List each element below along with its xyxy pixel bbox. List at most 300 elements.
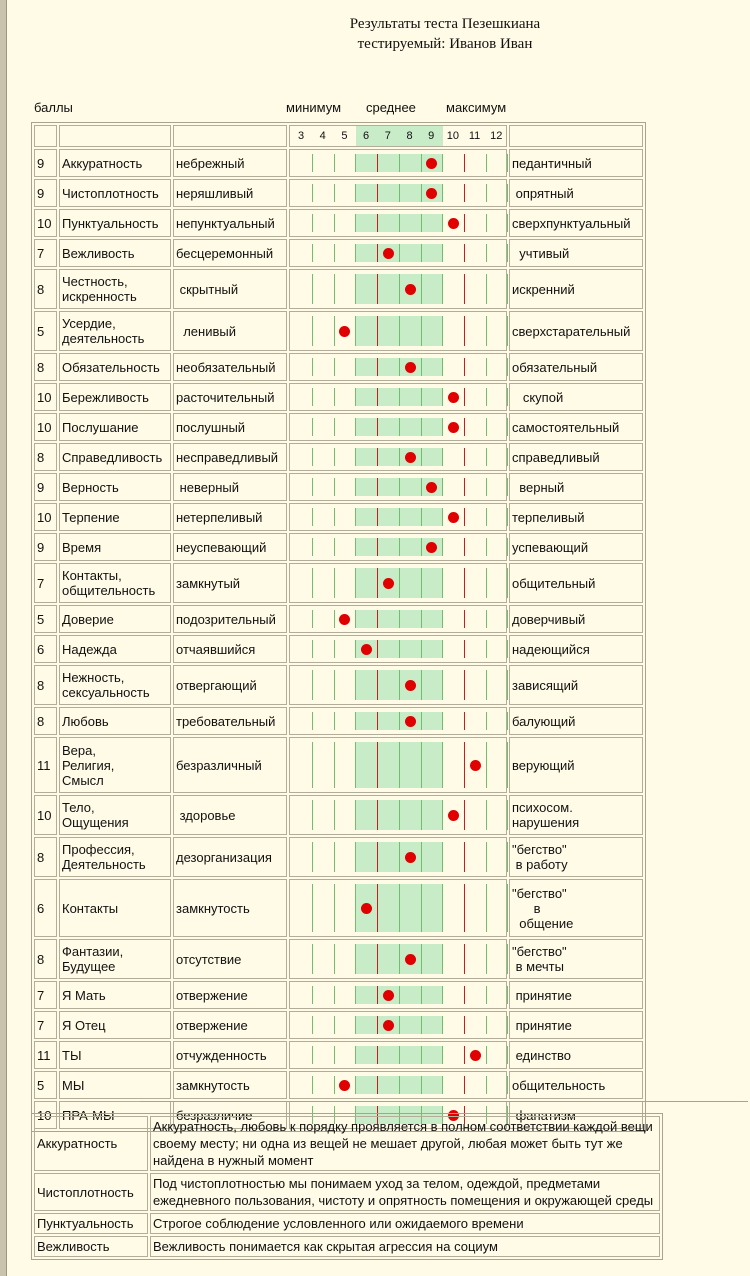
scale-gridline xyxy=(334,154,335,172)
low-pole-cell: замкнутый xyxy=(173,563,287,603)
scale-gridline xyxy=(334,538,335,556)
scale-gridline xyxy=(355,316,356,346)
score-marker xyxy=(383,990,394,1001)
low-pole-cell: замкнутость xyxy=(173,1071,287,1099)
scale-gridline xyxy=(486,640,487,658)
high-pole-cell: искренний xyxy=(509,269,643,309)
scale-gridline xyxy=(355,610,356,628)
scale-gridline xyxy=(464,670,465,700)
score-cell: 10 xyxy=(34,383,57,411)
scale-gridline xyxy=(399,184,400,202)
scale-header-row xyxy=(34,125,643,147)
scale-gridline xyxy=(312,640,313,658)
trait-name-cell: Обязательность xyxy=(59,353,171,381)
low-pole-cell: скрытный xyxy=(173,269,287,309)
header-empty-cell xyxy=(34,125,57,147)
scale-gridline xyxy=(442,884,443,932)
scale-gridline xyxy=(399,1046,400,1064)
scale-gridline xyxy=(486,1046,487,1064)
scale-cell xyxy=(289,981,507,1009)
scale-gridline xyxy=(507,610,508,628)
scale-cell xyxy=(289,605,507,633)
scale-gridline xyxy=(464,478,465,496)
low-pole-cell: безразличие xyxy=(173,1101,287,1129)
low-pole-cell: расточительный xyxy=(173,383,287,411)
score-cell: 11 xyxy=(34,1041,57,1069)
trait-name-cell: Честность, искренность xyxy=(59,269,171,309)
scale-gridline xyxy=(442,712,443,730)
points-header: баллы xyxy=(34,100,73,115)
scale-track xyxy=(290,838,506,876)
scale-gridline xyxy=(486,274,487,304)
scale-gridline xyxy=(334,800,335,830)
scale-cell xyxy=(289,149,507,177)
high-pole-cell: принятие xyxy=(509,1011,643,1039)
scale-track xyxy=(290,636,506,662)
description-row xyxy=(34,1213,660,1234)
trait-name-cell: ПРА-МЫ xyxy=(59,1101,171,1129)
table-row xyxy=(34,635,643,663)
table-row xyxy=(34,665,643,705)
scale-gridline xyxy=(399,1016,400,1034)
trait-name-cell: Послушание xyxy=(59,413,171,441)
descriptions-table xyxy=(31,1113,663,1260)
scale-track xyxy=(290,384,506,410)
scale-gridline xyxy=(442,358,443,376)
scale-gridline xyxy=(507,986,508,1004)
scale-gridline xyxy=(312,712,313,730)
scale-track xyxy=(290,1042,506,1068)
scale-gridline xyxy=(421,568,422,598)
scale-number: 5 xyxy=(341,130,348,142)
scale-gridline xyxy=(312,448,313,466)
scale-gridline xyxy=(334,478,335,496)
scale-gridline xyxy=(421,418,422,436)
low-pole-cell: послушный xyxy=(173,413,287,441)
score-cell: 9 xyxy=(34,473,57,501)
scale-track xyxy=(290,1072,506,1098)
scale-gridline xyxy=(377,478,378,496)
low-pole-cell: бесцеремонный xyxy=(173,239,287,267)
scale-gridline xyxy=(486,214,487,232)
scale-gridline xyxy=(421,1076,422,1094)
scale-gridline xyxy=(399,418,400,436)
scale-gridline xyxy=(334,670,335,700)
scale-gridline xyxy=(442,448,443,466)
scale-gridline xyxy=(377,842,378,872)
scale-gridline xyxy=(312,610,313,628)
scale-gridline xyxy=(377,538,378,556)
scale-gridline xyxy=(377,1046,378,1064)
scale-gridline xyxy=(486,742,487,788)
scale-gridline xyxy=(355,1046,356,1064)
scale-track xyxy=(290,606,506,632)
scale-cell xyxy=(289,269,507,309)
scale-gridline xyxy=(355,640,356,658)
scale-track xyxy=(290,354,506,380)
scale-gridline xyxy=(399,358,400,376)
scale-gridline xyxy=(464,358,465,376)
results-table-body xyxy=(34,125,643,1129)
scale-gridline xyxy=(377,448,378,466)
score-marker xyxy=(339,1080,350,1091)
scale-gridline xyxy=(442,508,443,526)
scale-track xyxy=(290,474,506,500)
scale-cell xyxy=(289,383,507,411)
high-pole-cell: опрятный xyxy=(509,179,643,207)
scale-gridline xyxy=(355,800,356,830)
scale-gridline xyxy=(312,316,313,346)
table-row xyxy=(34,563,643,603)
scale-cell xyxy=(289,473,507,501)
score-marker xyxy=(448,422,459,433)
scale-gridline xyxy=(399,478,400,496)
results-table xyxy=(31,122,646,1132)
score-cell: 9 xyxy=(34,149,57,177)
scale-gridline xyxy=(312,478,313,496)
table-row xyxy=(34,605,643,633)
scale-track xyxy=(290,210,506,236)
scale-gridline xyxy=(442,478,443,496)
scale-gridline xyxy=(486,568,487,598)
scale-gridline xyxy=(399,538,400,556)
header-empty-cell xyxy=(509,125,643,147)
scale-gridline xyxy=(399,568,400,598)
scale-gridline xyxy=(334,742,335,788)
trait-name-cell: Вежливость xyxy=(59,239,171,267)
low-pole-cell: необязательный xyxy=(173,353,287,381)
low-pole-cell: подозрительный xyxy=(173,605,287,633)
scale-cell xyxy=(289,239,507,267)
scale-gridline xyxy=(312,884,313,932)
description-text: Вежливость понимается как скрытая агрессия на социум xyxy=(150,1236,660,1257)
high-pole-cell: общительность xyxy=(509,1071,643,1099)
table-row xyxy=(34,533,643,561)
scale-gridline xyxy=(355,884,356,932)
scale-gridline xyxy=(334,508,335,526)
scale-track xyxy=(290,796,506,834)
score-cell: 10 xyxy=(34,413,57,441)
scale-gridline xyxy=(334,944,335,974)
scale-gridline xyxy=(486,244,487,262)
high-pole-cell: верующий xyxy=(509,737,643,793)
scale-gridline xyxy=(486,670,487,700)
high-pole-cell: "бегство" в мечты xyxy=(509,939,643,979)
score-marker xyxy=(339,326,350,337)
score-marker xyxy=(405,362,416,373)
high-pole-cell: обязательный xyxy=(509,353,643,381)
score-marker xyxy=(448,392,459,403)
scale-gridline xyxy=(507,388,508,406)
scale-gridline xyxy=(486,944,487,974)
trait-name-cell: Бережливость xyxy=(59,383,171,411)
scale-gridline xyxy=(399,842,400,872)
score-marker xyxy=(383,578,394,589)
scale-gridline xyxy=(464,800,465,830)
scale-gridline xyxy=(399,640,400,658)
trait-name-cell: Любовь xyxy=(59,707,171,735)
scale-gridline xyxy=(464,944,465,974)
score-cell: 8 xyxy=(34,837,57,877)
scale-gridline xyxy=(442,742,443,788)
scale-gridline xyxy=(377,884,378,932)
scale-gridline xyxy=(464,418,465,436)
scale-gridline xyxy=(355,1076,356,1094)
scale-gridline xyxy=(355,842,356,872)
scale-gridline xyxy=(399,316,400,346)
scale-gridline xyxy=(334,316,335,346)
scale-gridline xyxy=(334,184,335,202)
scale-gridline xyxy=(399,712,400,730)
scale-gridline xyxy=(507,448,508,466)
trait-name-cell: Профессия, Деятельность xyxy=(59,837,171,877)
scale-gridline xyxy=(421,800,422,830)
high-pole-cell: балующий xyxy=(509,707,643,735)
trait-name-cell: Фантазии, Будущее xyxy=(59,939,171,979)
scale-gridline xyxy=(355,214,356,232)
scale-gridline xyxy=(377,742,378,788)
scale-gridline xyxy=(355,1016,356,1034)
scale-gridline xyxy=(421,448,422,466)
score-marker xyxy=(470,760,481,771)
scale-gridline xyxy=(377,800,378,830)
scale-gridline xyxy=(442,1046,443,1064)
scale-gridline xyxy=(507,274,508,304)
table-row xyxy=(34,837,643,877)
description-term: Аккуратность xyxy=(34,1116,148,1171)
scale-gridline xyxy=(421,670,422,700)
description-term: Чистоплотность xyxy=(34,1173,148,1211)
score-cell: 7 xyxy=(34,563,57,603)
scale-gridline xyxy=(377,154,378,172)
description-row xyxy=(34,1173,660,1211)
scale-number: 12 xyxy=(490,130,503,142)
minimum-header: минимум xyxy=(286,100,342,115)
trait-name-cell: ТЫ xyxy=(59,1041,171,1069)
score-marker xyxy=(383,248,394,259)
description-text: Под чистоплотностью мы понимаем уход за телом, одеждой, предметами ежедневного пользования, чистоту и опрятность помещения и окружающей среды xyxy=(150,1173,660,1211)
scale-gridline xyxy=(464,154,465,172)
scale-gridline xyxy=(421,610,422,628)
scale-gridline xyxy=(421,1046,422,1064)
score-marker xyxy=(339,614,350,625)
scale-track xyxy=(290,564,506,602)
score-cell: 10 xyxy=(34,795,57,835)
scale-gridline xyxy=(486,184,487,202)
scale-cell xyxy=(289,533,507,561)
scale-gridline xyxy=(486,448,487,466)
scale-gridline xyxy=(377,1076,378,1094)
scale-number: 4 xyxy=(319,130,326,142)
scale-gridline xyxy=(507,478,508,496)
high-pole-cell: скупой xyxy=(509,383,643,411)
scale-gridline xyxy=(486,358,487,376)
scale-numbers-cell xyxy=(289,125,507,147)
scale-gridline xyxy=(486,610,487,628)
scale-gridline xyxy=(507,316,508,346)
score-cell: 9 xyxy=(34,179,57,207)
low-pole-cell: отсутствие xyxy=(173,939,287,979)
scale-gridline xyxy=(464,742,465,788)
scale-gridline xyxy=(377,640,378,658)
scale-number: 11 xyxy=(468,130,481,142)
scale-track xyxy=(290,270,506,308)
scale-track xyxy=(290,708,506,734)
scale-gridline xyxy=(421,154,422,172)
section-divider xyxy=(140,1101,748,1102)
scale-gridline xyxy=(334,358,335,376)
high-pole-cell: успевающий xyxy=(509,533,643,561)
scale-number: 8 xyxy=(406,130,413,142)
high-pole-cell: справедливый xyxy=(509,443,643,471)
scale-gridline xyxy=(312,944,313,974)
scale-cell xyxy=(289,1071,507,1099)
high-pole-cell: единство xyxy=(509,1041,643,1069)
scale-number: 6 xyxy=(363,130,370,142)
high-pole-cell: принятие xyxy=(509,981,643,1009)
scale-gridline xyxy=(464,884,465,932)
scale-gridline xyxy=(399,670,400,700)
scale-gridline xyxy=(399,610,400,628)
scale-gridline xyxy=(486,154,487,172)
scale-cell xyxy=(289,209,507,237)
scale-gridline xyxy=(486,800,487,830)
scale-gridline xyxy=(464,508,465,526)
trait-name-cell: Верность xyxy=(59,473,171,501)
scale-gridline xyxy=(399,448,400,466)
scale-track xyxy=(290,982,506,1008)
scale-gridline xyxy=(507,944,508,974)
table-row xyxy=(34,503,643,531)
scale-gridline xyxy=(355,742,356,788)
scale-gridline xyxy=(312,274,313,304)
score-marker xyxy=(405,452,416,463)
scale-gridline xyxy=(486,478,487,496)
scale-cell xyxy=(289,1041,507,1069)
scale-gridline xyxy=(377,712,378,730)
scale-gridline xyxy=(442,670,443,700)
trait-name-cell: Пунктуальность xyxy=(59,209,171,237)
table-row xyxy=(34,473,643,501)
score-marker xyxy=(448,218,459,229)
scale-gridline xyxy=(399,800,400,830)
scale-gridline xyxy=(355,478,356,496)
scale-gridline xyxy=(312,358,313,376)
scale-gridline xyxy=(377,610,378,628)
table-row xyxy=(34,1041,643,1069)
trait-name-cell: МЫ xyxy=(59,1071,171,1099)
scale-gridline xyxy=(399,388,400,406)
score-cell: 8 xyxy=(34,939,57,979)
average-header: среднее xyxy=(366,100,416,115)
scale-gridline xyxy=(464,274,465,304)
score-cell: 5 xyxy=(34,311,57,351)
scale-number: 9 xyxy=(428,130,435,142)
scale-cell xyxy=(289,707,507,735)
scale-gridline xyxy=(334,274,335,304)
score-marker xyxy=(405,852,416,863)
scale-gridline xyxy=(399,944,400,974)
score-cell: 5 xyxy=(34,605,57,633)
scale-gridline xyxy=(399,742,400,788)
trait-name-cell: Контакты, общительность xyxy=(59,563,171,603)
trait-name-cell: Нежность, сексуальность xyxy=(59,665,171,705)
high-pole-cell: общительный xyxy=(509,563,643,603)
maximum-header: максимум xyxy=(446,100,507,115)
trait-name-cell: Тело, Ощущения xyxy=(59,795,171,835)
scale-gridline xyxy=(355,388,356,406)
scale-cell xyxy=(289,795,507,835)
scale-cell xyxy=(289,1011,507,1039)
scale-gridline xyxy=(442,274,443,304)
scale-gridline xyxy=(486,388,487,406)
scale-gridline xyxy=(507,712,508,730)
scale-track xyxy=(290,940,506,978)
scale-gridline xyxy=(399,508,400,526)
scale-number: 10 xyxy=(446,130,460,142)
scale-gridline xyxy=(464,610,465,628)
scale-gridline xyxy=(355,508,356,526)
low-pole-cell: нетерпеливый xyxy=(173,503,287,531)
scale-gridline xyxy=(507,184,508,202)
score-marker xyxy=(405,680,416,691)
scale-cell xyxy=(289,443,507,471)
scale-gridline xyxy=(334,1046,335,1064)
scale-gridline xyxy=(377,358,378,376)
scale-track xyxy=(290,666,506,704)
scale-cell xyxy=(289,879,507,937)
scale-gridline xyxy=(507,670,508,700)
scale-gridline xyxy=(507,1016,508,1034)
trait-name-cell: Аккуратность xyxy=(59,149,171,177)
scale-gridline xyxy=(464,1076,465,1094)
scale-gridline xyxy=(399,214,400,232)
table-row xyxy=(34,239,643,267)
scale-gridline xyxy=(421,184,422,202)
scale-gridline xyxy=(507,214,508,232)
high-pole-cell: верный xyxy=(509,473,643,501)
low-pole-cell: отвергающий xyxy=(173,665,287,705)
scale-gridline xyxy=(421,742,422,788)
scale-gridline xyxy=(312,184,313,202)
scale-cell xyxy=(289,311,507,351)
scale-gridline xyxy=(507,1076,508,1094)
scale-gridline xyxy=(421,842,422,872)
scale-gridline xyxy=(421,640,422,658)
scale-gridline xyxy=(442,1076,443,1094)
scale-track xyxy=(290,240,506,266)
trait-name-cell: Чистоплотность xyxy=(59,179,171,207)
score-marker xyxy=(470,1050,481,1061)
low-pole-cell: отчаявшийся xyxy=(173,635,287,663)
low-pole-cell: ленивый xyxy=(173,311,287,351)
score-cell: 8 xyxy=(34,353,57,381)
scale-track xyxy=(290,534,506,560)
scale-gridline xyxy=(486,1076,487,1094)
scale-gridline xyxy=(464,986,465,1004)
scale-gridline xyxy=(464,1046,465,1064)
score-marker xyxy=(448,512,459,523)
scale-gridline xyxy=(464,1016,465,1034)
scale-gridline xyxy=(312,154,313,172)
scale-gridline xyxy=(464,184,465,202)
low-pole-cell: требовательный xyxy=(173,707,287,735)
scale-gridline xyxy=(442,316,443,346)
scale-gridline xyxy=(421,986,422,1004)
scale-gridline xyxy=(334,842,335,872)
scale-track xyxy=(290,150,506,176)
score-cell: 9 xyxy=(34,533,57,561)
